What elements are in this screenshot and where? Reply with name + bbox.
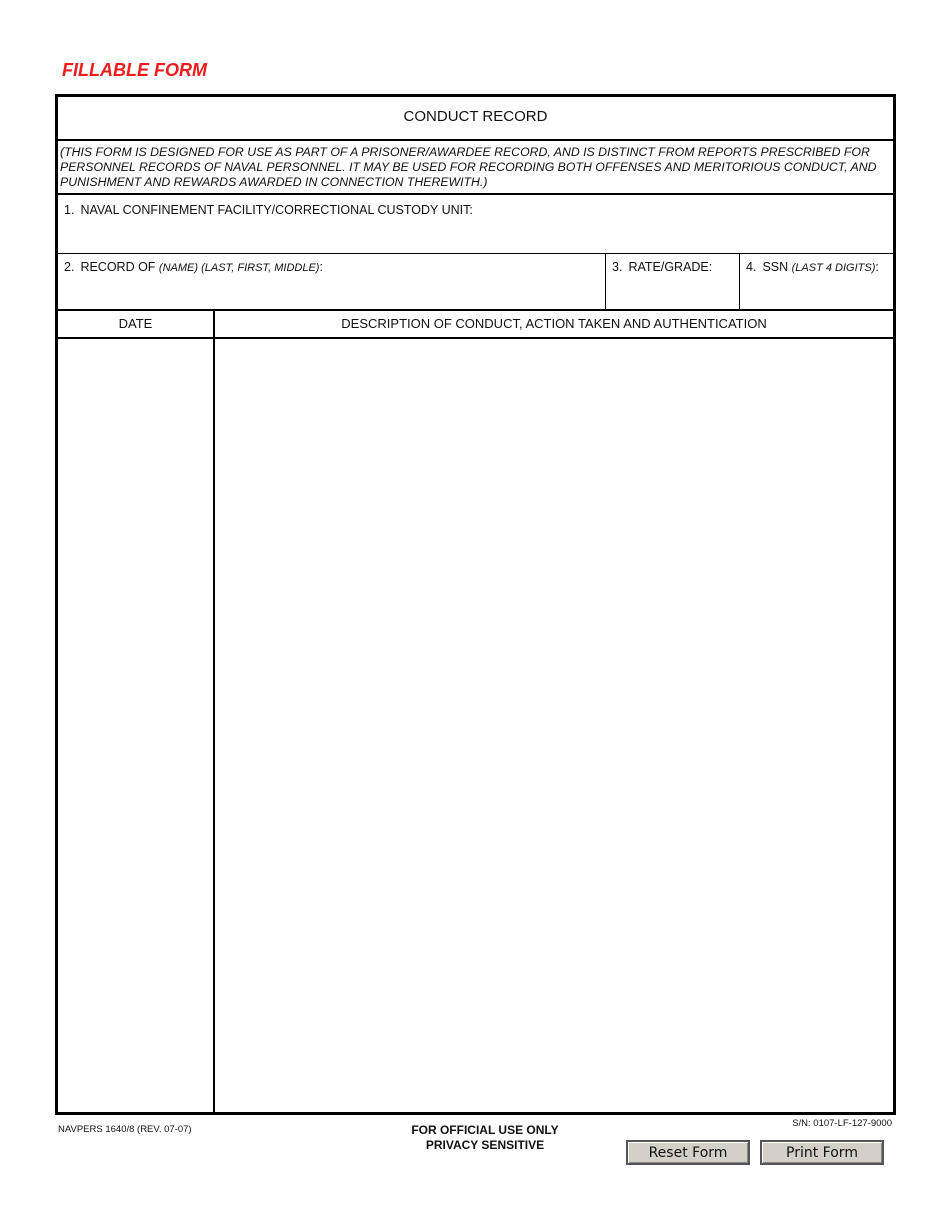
- description-column-header: DESCRIPTION OF CONDUCT, ACTION TAKEN AND AUTHENTICATION: [341, 316, 767, 331]
- facility-number: 1.: [64, 203, 75, 217]
- record-of-label-text: RECORD OF: [80, 260, 156, 274]
- form-instructions: (THIS FORM IS DESIGNED FOR USE AS PART OF A PRISONER/AWARDEE RECORD, AND IS DISTINCT FROM REPORTS PRESCRIBED FOR PERSONNEL RECORDS OF NAVAL PERSONNEL. IT MAY BE USED FOR RECORDING BOTH OFFENSES AND MERITORIOUS CONDUCT, AND PUNISHMENT AND REWARDS AWARDED IN CONNECTION THEREWITH.): [58, 141, 893, 195]
- date-entries-field[interactable]: [58, 339, 213, 1112]
- column-header-row: [58, 311, 893, 339]
- reset-form-button[interactable]: Reset Form: [626, 1140, 750, 1165]
- facility-label: [64, 203, 473, 217]
- ssn-label: [746, 260, 879, 274]
- description-entries-field[interactable]: [215, 339, 893, 1112]
- form-number: NAVPERS 1640/8 (REV. 07-07): [58, 1124, 192, 1135]
- official-use-text: FOR OFFICIAL USE ONLY: [411, 1123, 559, 1137]
- ssn-sublabel: (LAST 4 DIGITS): [791, 262, 876, 274]
- privacy-sensitive-text: PRIVACY SENSITIVE: [425, 1138, 545, 1152]
- print-form-button[interactable]: Print Form: [760, 1140, 884, 1165]
- rate-grade-label-text: RATE/GRADE:: [628, 260, 713, 274]
- conduct-record-form: [55, 94, 896, 1115]
- ssn-suffix: :: [875, 260, 879, 274]
- form-title: CONDUCT RECORD: [58, 97, 893, 141]
- facility-row: [58, 197, 893, 254]
- date-column-header: DATE: [118, 316, 153, 331]
- ssn-input[interactable]: [746, 278, 890, 306]
- record-of-input[interactable]: [64, 278, 603, 306]
- divider-ssn: [739, 254, 740, 309]
- entries-area: [58, 339, 893, 1112]
- ssn-number: 4.: [746, 260, 757, 274]
- serial-number: S/N: 0107-LF-127-9000: [792, 1118, 892, 1129]
- record-of-sublabel: (NAME) (LAST, FIRST, MIDDLE): [158, 262, 320, 274]
- fillable-form-banner: FILLABLE FORM: [62, 60, 207, 80]
- facility-label-text: NAVAL CONFINEMENT FACILITY/CORRECTIONAL CUSTODY UNIT:: [80, 203, 473, 217]
- rate-grade-number: 3.: [612, 260, 623, 274]
- rate-grade-label: [612, 260, 712, 274]
- record-of-number: 2.: [64, 260, 75, 274]
- rate-grade-input[interactable]: [612, 278, 738, 306]
- ssn-label-text: SSN: [762, 260, 789, 274]
- identity-row: [58, 254, 893, 311]
- facility-input[interactable]: [64, 221, 888, 249]
- official-use-notice: [385, 1123, 585, 1153]
- divider-rate: [605, 254, 606, 309]
- record-of-suffix: :: [319, 260, 323, 274]
- record-of-label: [64, 260, 323, 274]
